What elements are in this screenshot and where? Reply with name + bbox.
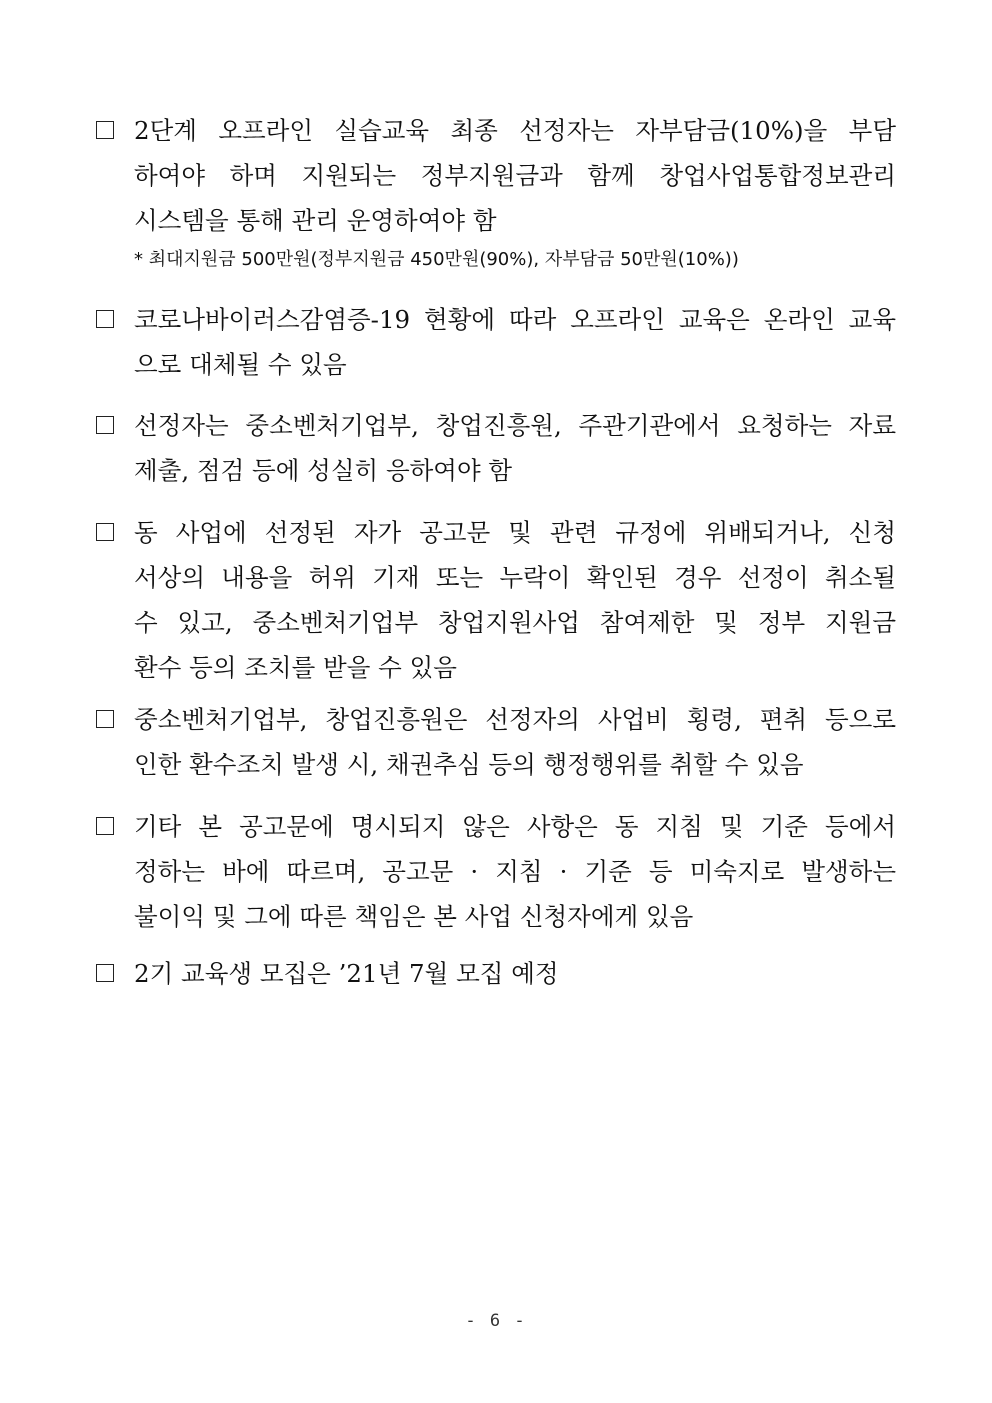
item-line: 시스템을 통해 관리 운영하여야 함 — [134, 206, 497, 235]
item-line: 하여야 하며 지원되는 정부지원금과 함께 창업사업통합정보관리 — [134, 161, 896, 190]
item-line: 정하는 바에 따르며, 공고문 · 지침 · 기준 등 미숙지로 발생하는 — [134, 857, 896, 886]
item-line: 서상의 내용을 허위 기재 또는 누락이 확인된 경우 선정이 취소될 — [134, 563, 896, 592]
item-line: 환수 등의 조치를 받을 수 있음 — [134, 653, 457, 682]
checkbox-icon — [96, 817, 114, 835]
item-line: 불이익 및 그에 따른 책임은 본 사업 신청자에게 있음 — [134, 902, 694, 931]
checkbox-icon — [96, 416, 114, 434]
item-line: 코로나바이러스감염증-19 현황에 따라 오프라인 교육은 온라인 교육 — [134, 305, 896, 334]
item-line: 제출, 점검 등에 성실히 응하여야 함 — [134, 456, 513, 485]
item-line: 중소벤처기업부, 창업진흥원은 선정자의 사업비 횡령, 편취 등으로 — [134, 705, 896, 734]
funding-note: * 최대지원금 500만원(정부지원금 450만원(90%), 자부담금 50만원(10%)) — [134, 249, 739, 270]
checkbox-icon — [96, 523, 114, 541]
item-line: 기타 본 공고문에 명시되지 않은 사항은 동 지침 및 기준 등에서 — [134, 812, 896, 841]
checkbox-icon — [96, 310, 114, 328]
item-line: 2단계 오프라인 실습교육 최종 선정자는 자부담금(10%)을 부담 — [134, 116, 896, 145]
checkbox-icon — [96, 121, 114, 139]
item-line: 선정자는 중소벤처기업부, 창업진흥원, 주관기관에서 요청하는 자료 — [134, 411, 896, 440]
item-line: 동 사업에 선정된 자가 공고문 및 관련 규정에 위배되거나, 신청 — [134, 518, 896, 547]
item-line: 인한 환수조치 발생 시, 채권추심 등의 행정행위를 취할 수 있음 — [134, 750, 804, 779]
checkbox-icon — [96, 964, 114, 982]
item-line: 2기 교육생 모집은 ’21년 7월 모집 예정 — [134, 959, 559, 988]
page-number: - 6 - — [465, 1311, 527, 1331]
item-line: 으로 대체될 수 있음 — [134, 350, 347, 379]
checkbox-icon — [96, 710, 114, 728]
item-line: 수 있고, 중소벤처기업부 창업지원사업 참여제한 및 정부 지원금 — [134, 608, 896, 637]
